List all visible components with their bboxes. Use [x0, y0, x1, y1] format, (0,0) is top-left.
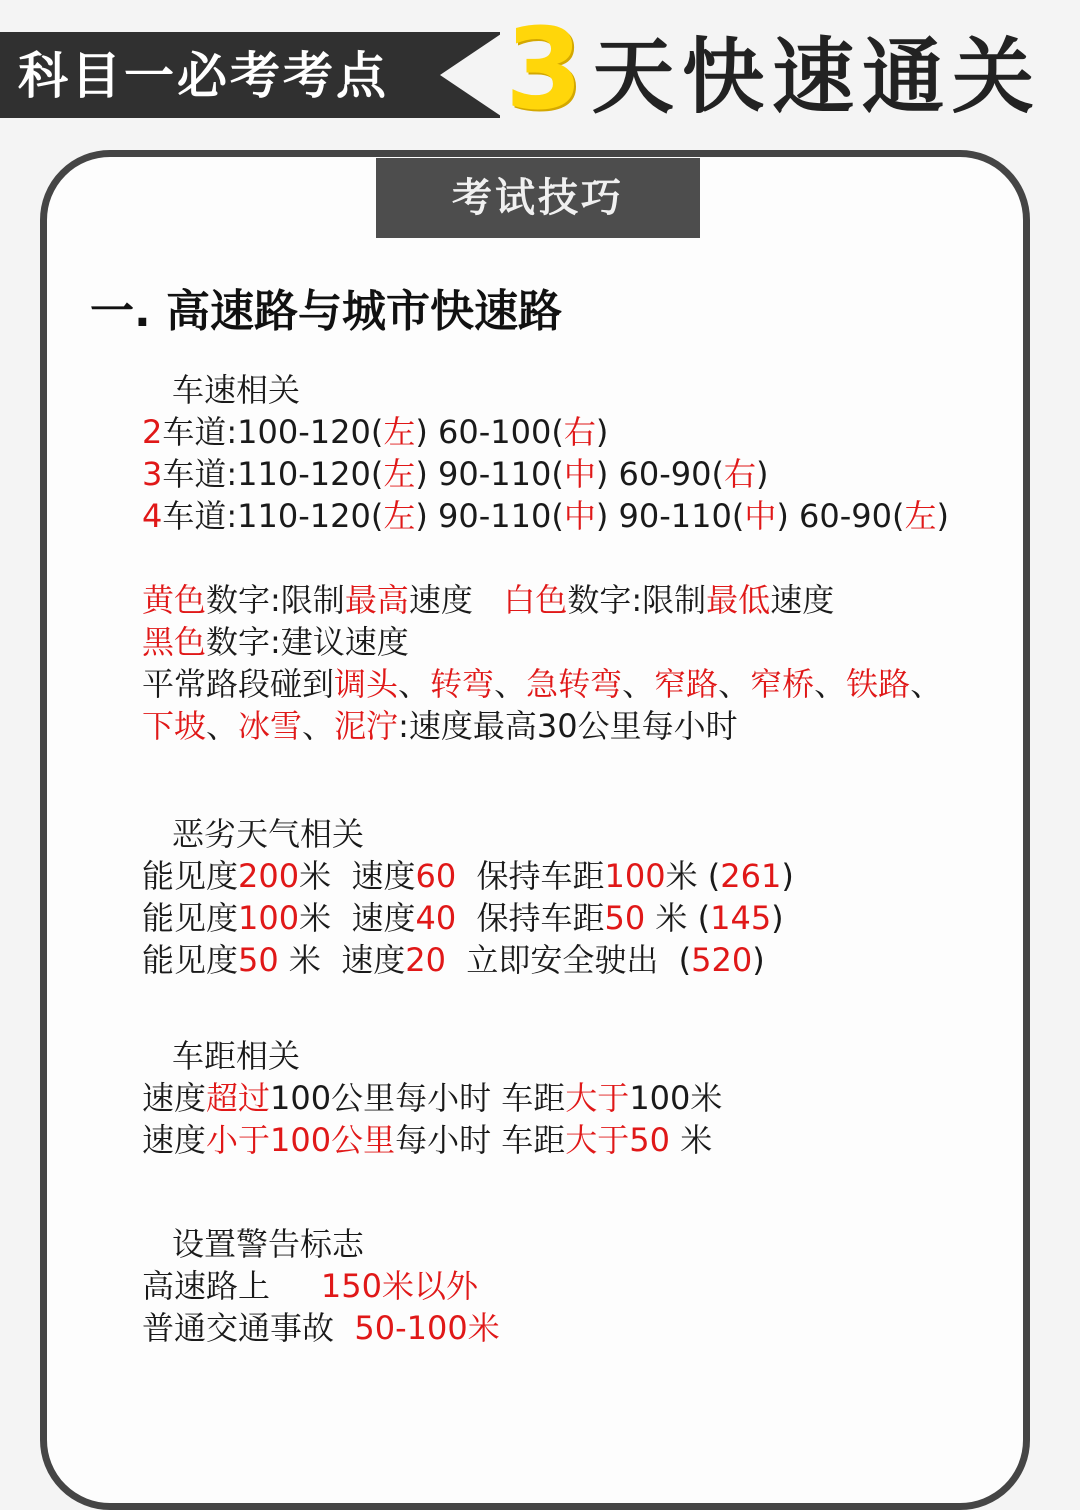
body-text: 、: [718, 665, 751, 703]
highlight-text: 中: [563, 455, 596, 493]
body-text: 、: [398, 665, 431, 703]
highlight-text: 4: [142, 497, 163, 535]
body-text: 米 (: [665, 857, 721, 895]
body-text: 车道:110-120(: [162, 497, 384, 535]
body-text: 每小时 车距: [395, 1121, 566, 1159]
body-text: ) 90-110(: [415, 455, 564, 493]
body-text: 普通交通事故: [142, 1309, 355, 1347]
subsection-heading: [172, 368, 300, 412]
body-text: ): [781, 857, 794, 895]
body-text: ): [595, 413, 609, 451]
body-text: 立即安全驶出 (: [445, 941, 692, 979]
content-line: [142, 1076, 722, 1120]
body-text: 速度: [408, 581, 504, 619]
highlight-text: 145: [710, 899, 772, 937]
content-line: [142, 578, 834, 622]
body-text: 车速相关: [172, 371, 301, 409]
highlight-text: 最高: [344, 581, 409, 619]
subsection-heading: [172, 812, 364, 856]
content-line: [142, 1118, 712, 1162]
highlight-text: 60: [415, 857, 457, 895]
highlight-text: 黄色: [142, 581, 207, 619]
subsection-heading: [172, 1034, 300, 1078]
body-text: ) 60-100(: [415, 413, 564, 451]
content-line: [142, 494, 949, 538]
highlight-text: 100: [238, 899, 300, 937]
body-text: ): [771, 899, 784, 937]
highlight-text: 大于: [565, 1079, 630, 1117]
content-line: [142, 410, 608, 454]
highlight-text: 转弯: [430, 665, 495, 703]
highlight-text: 50-100米: [354, 1309, 500, 1347]
highlight-text: 100: [604, 857, 666, 895]
highlight-text: 小于100公里: [206, 1121, 396, 1159]
highlight-text: 急转弯: [526, 665, 623, 703]
body-text: 高速路上: [142, 1267, 321, 1305]
body-text: 车距相关: [172, 1037, 301, 1075]
content-line: [142, 938, 765, 982]
highlight-text: 冰雪: [238, 707, 303, 745]
body-text: 米 速度: [299, 857, 416, 895]
body-text: 速度: [142, 1079, 207, 1117]
body-text: ) 90-110(: [415, 497, 564, 535]
highlight-text: 40: [415, 899, 457, 937]
body-text: ) 90-110(: [595, 497, 745, 535]
highlight-text: 窄路: [654, 665, 719, 703]
body-text: 米 速度: [299, 899, 416, 937]
highlight-text: 泥泞: [334, 707, 399, 745]
highlight-text: 150米以外: [320, 1267, 478, 1305]
body-text: 能见度: [142, 899, 239, 937]
highlight-text: 铁路: [846, 665, 911, 703]
header-banner: [0, 0, 1080, 140]
highlight-text: 520: [691, 941, 753, 979]
content-line: [142, 896, 784, 940]
content-line: [142, 854, 794, 898]
highlight-text: 下坡: [142, 707, 207, 745]
content-line: [142, 620, 409, 664]
body-text: 平常路段碰到: [142, 665, 335, 703]
highlight-text: 中: [744, 497, 777, 535]
body-text: 数字:限制: [567, 581, 707, 619]
body-text: 速度: [770, 581, 835, 619]
body-text: :速度最高30公里每小时: [398, 707, 738, 745]
body-text: 、: [206, 707, 239, 745]
body-text: 车道:110-120(: [162, 455, 384, 493]
content-line: [142, 1306, 500, 1350]
banner-left-text: 科目一必考考点: [18, 47, 389, 105]
highlight-text: 右: [563, 413, 596, 451]
highlight-text: 50: [238, 941, 279, 979]
body-text: 能见度: [142, 857, 239, 895]
body-text: 恶劣天气相关: [172, 815, 365, 853]
body-text: 数字:限制: [206, 581, 345, 619]
body-text: 、: [910, 665, 943, 703]
subsection-heading: [172, 1222, 364, 1266]
content-line: [142, 704, 738, 748]
highlight-text: 调头: [334, 665, 399, 703]
highlight-text: 20: [405, 941, 446, 979]
body-text: 速度: [142, 1121, 207, 1159]
body-text: 数字:建议速度: [206, 623, 409, 661]
body-text: ): [756, 455, 769, 493]
body-text: 、: [814, 665, 847, 703]
highlight-text: 左: [383, 497, 416, 535]
banner-right-text: 天快速通关: [592, 29, 1043, 125]
content-line: [142, 1264, 478, 1308]
highlight-text: 右: [723, 455, 756, 493]
section-title: 一. 高速路与城市快速路: [90, 286, 563, 337]
body-text: 米 (: [645, 899, 711, 937]
body-text: 100米: [629, 1079, 723, 1117]
body-text: 、: [302, 707, 335, 745]
body-text: ) 60-90(: [595, 455, 724, 493]
highlight-text: 白色: [503, 581, 568, 619]
highlight-text: 2: [142, 413, 163, 451]
body-text: ): [752, 941, 765, 979]
content-line: [142, 662, 942, 706]
body-text: 设置警告标志: [172, 1225, 365, 1263]
highlight-text: 黑色: [142, 623, 207, 661]
body-text: 保持车距: [456, 899, 605, 937]
body-text: ) 60-90(: [776, 497, 905, 535]
highlight-text: 中: [563, 497, 596, 535]
card-tab-label: 考试技巧: [376, 158, 700, 238]
highlight-text: 50: [604, 899, 646, 937]
highlight-text: 261: [720, 857, 782, 895]
highlight-text: 窄桥: [750, 665, 815, 703]
body-text: 车道:100-120(: [162, 413, 384, 451]
highlight-text: 超过: [206, 1079, 271, 1117]
body-text: 米: [670, 1121, 713, 1159]
body-text: 保持车距: [456, 857, 605, 895]
highlight-text: 左: [383, 455, 416, 493]
body-text: 、: [494, 665, 527, 703]
highlight-text: 3: [142, 455, 163, 493]
highlight-text: 左: [904, 497, 937, 535]
highlight-text: 左: [383, 413, 416, 451]
highlight-text: 最低: [706, 581, 771, 619]
body-text: 100公里每小时 车距: [270, 1079, 566, 1117]
content-line: [142, 452, 768, 496]
highlight-text: 200: [238, 857, 300, 895]
body-text: 米 速度: [278, 941, 406, 979]
banner-number: 3: [505, 5, 583, 135]
body-text: 能见度: [142, 941, 239, 979]
body-text: ): [936, 497, 949, 535]
highlight-text: 大于50: [565, 1121, 671, 1159]
body-text: 、: [622, 665, 655, 703]
